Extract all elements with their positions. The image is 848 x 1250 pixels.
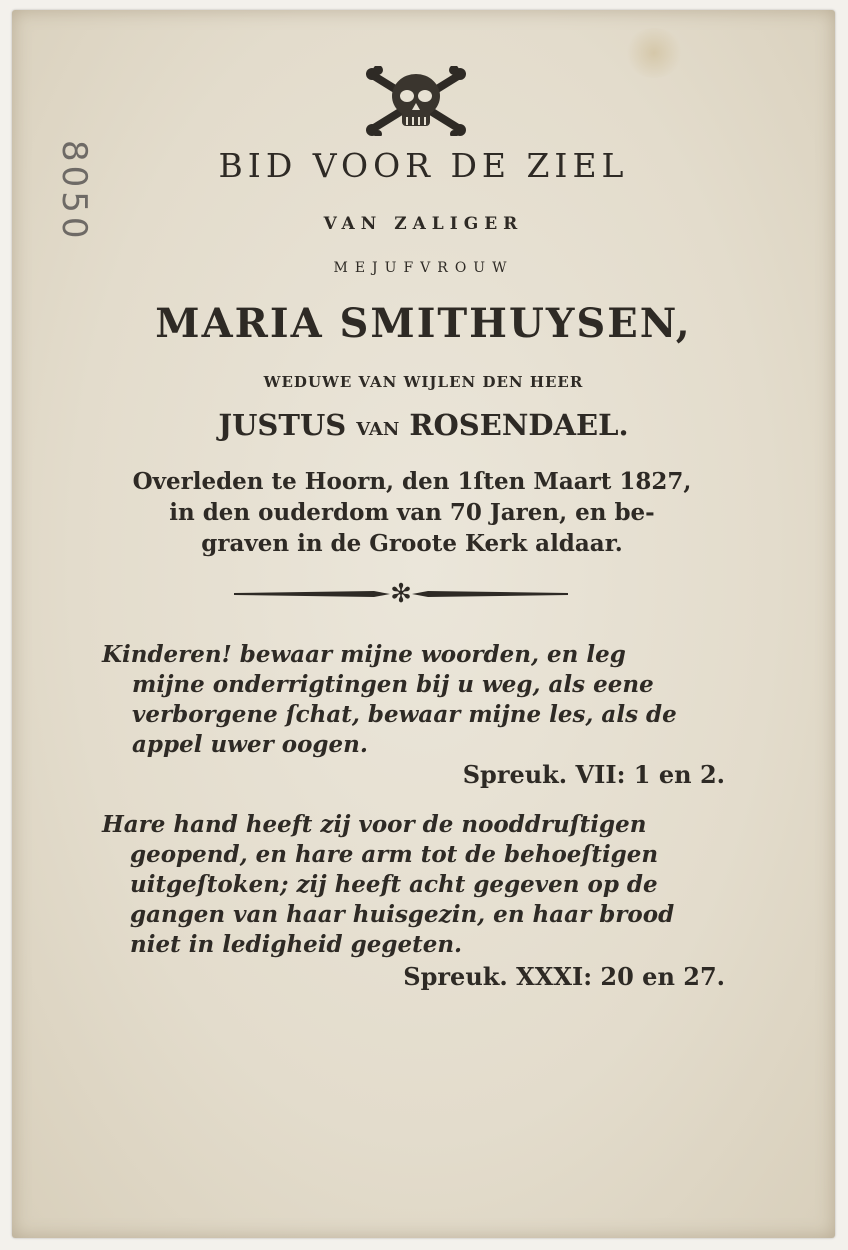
quote-line: appel uwer oogen.: [132, 731, 368, 758]
quote-line: geopend, en hare arm tot de behoeſtigen: [130, 841, 659, 868]
quote-line: niet in ledigheid gegeten.: [130, 931, 463, 958]
deceased-name: MARIA SMITHUYSEN,: [155, 300, 692, 347]
husband-van: VAN: [356, 419, 400, 440]
title-prefix: MEJUFVROUW: [333, 260, 514, 276]
quote-reference: Spreuk. VII: 1 en 2.: [462, 760, 725, 789]
subheading: VAN ZALIGER: [323, 214, 524, 234]
husband-last-name: ROSENDAEL.: [409, 408, 629, 442]
heading: BID VOOR DE ZIEL: [218, 146, 629, 185]
skull-crossbones-icon: [364, 66, 468, 136]
quote-proverbs-31: [102, 810, 724, 960]
divider-ornament-icon: [234, 582, 568, 606]
quote-line: Kinderen! bewaar mijne woorden, en leg: [102, 641, 626, 668]
svg-text:✻: ✻: [390, 582, 412, 606]
quote-proverbs-7: [102, 640, 724, 760]
husband-first-name: JUSTUS: [218, 408, 347, 442]
husband-name: [12, 408, 835, 442]
quote-line: uitgeſtoken; zij heeft acht gegeven op de: [130, 871, 658, 898]
death-line: in den ouderdom van 70 Jaren, en be-: [169, 499, 655, 526]
death-line: graven in de Groote Kerk aldaar.: [201, 530, 623, 557]
quote-line: gangen van haar huisgezin, en haar brood: [130, 901, 675, 928]
quote-reference: Spreuk. XXXI: 20 en 27.: [403, 962, 725, 991]
paper-stain: [624, 28, 684, 78]
quote-line: mijne onderrigtingen bij u weg, als eene: [132, 671, 654, 698]
quote-line: Hare hand heeft zij voor de nooddruſtigen: [102, 811, 647, 838]
death-details: [102, 466, 722, 559]
memorial-card: [12, 10, 835, 1238]
death-line: Overleden te Hoorn, den 1ſten Maart 1827,: [132, 468, 692, 495]
catalog-number: 8050: [54, 140, 94, 243]
quote-line: verborgene ſchat, bewaar mijne les, als de: [132, 701, 677, 728]
widow-line: WEDUWE VAN WIJLEN DEN HEER: [263, 373, 584, 391]
